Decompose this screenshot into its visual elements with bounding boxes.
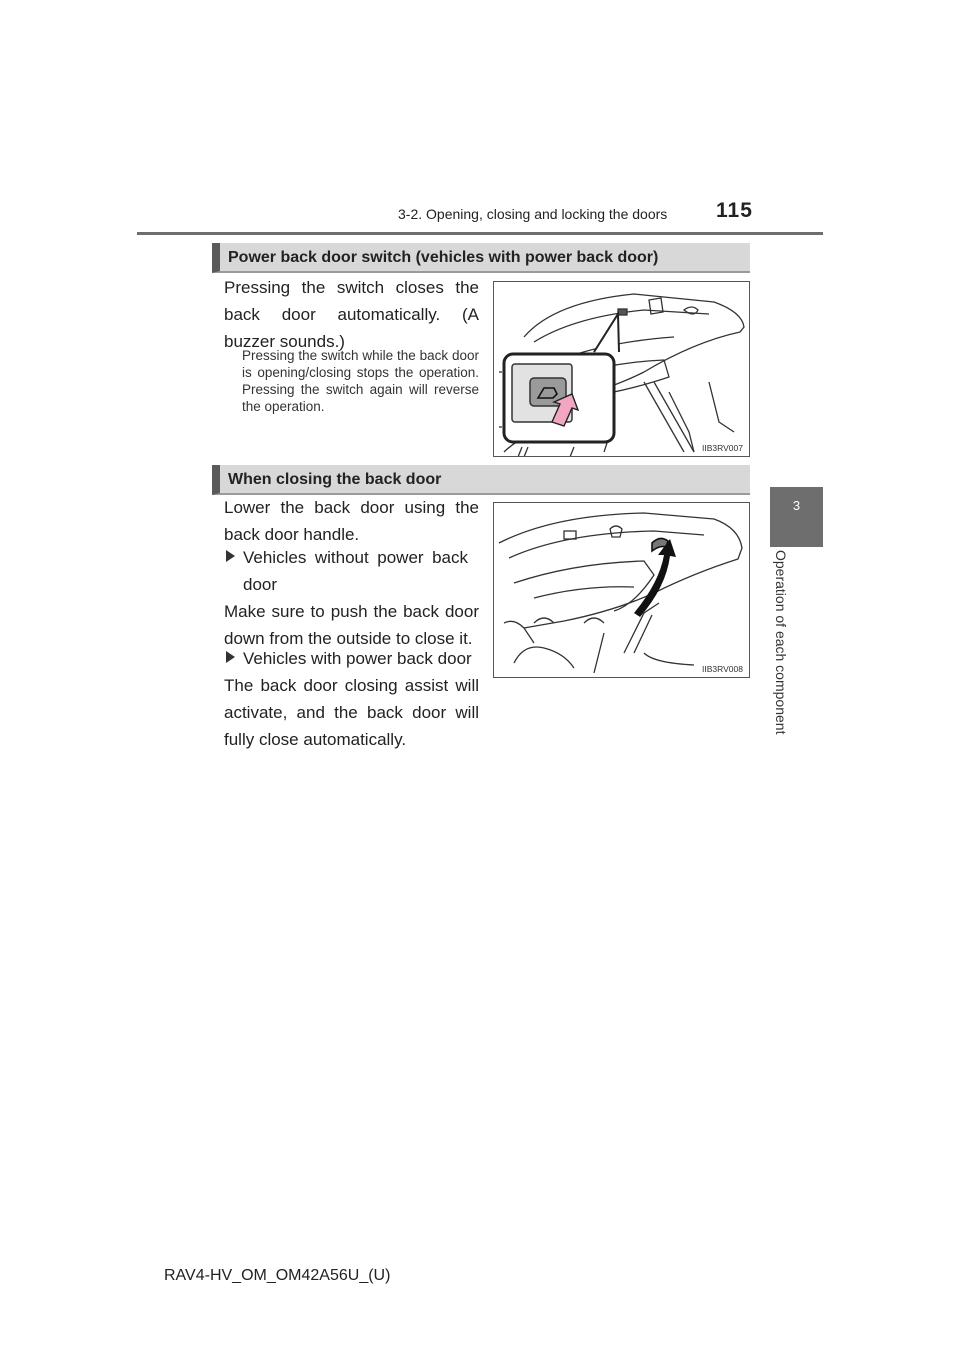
- paragraph-without-power-door: Make sure to push the back door down from the outside to close it.: [224, 602, 479, 648]
- header-rule: [137, 232, 823, 235]
- section-heading-closing: When closing the back door: [212, 465, 750, 495]
- figure-code-1: IIB3RV007: [702, 443, 743, 453]
- page-number: 115: [716, 199, 753, 222]
- section-heading-power-switch: Power back door switch (vehicles with power back door): [212, 243, 750, 273]
- bullet-with-power-door: Vehicles with power back door: [226, 645, 481, 672]
- chapter-title: Operation of each component: [773, 550, 789, 735]
- figure-power-switch: [493, 281, 750, 457]
- figure-closing: [493, 502, 750, 678]
- paragraph-switch: Pressing the switch closes the back door automatically. (A buzzer sounds.): [224, 278, 479, 351]
- figure-code-2: IIB3RV008: [702, 664, 743, 674]
- chapter-number: 3: [792, 498, 801, 513]
- back-door-switch-illustration: [494, 282, 749, 456]
- document-id: RAV4-HV_OM_OM42A56U_(U): [164, 1267, 391, 1284]
- bullet-without-power-door: Vehicles without power back door: [226, 544, 481, 598]
- back-door-handle-illustration: [494, 503, 749, 677]
- paragraph-with-power-door: The back door closing assist will activate, and the back door will fully close automatically.: [224, 676, 479, 749]
- bullet-triangle-icon: [226, 651, 235, 663]
- chapter-tab: [770, 487, 823, 547]
- note-switch: Pressing the switch while the back door is opening/closing stops the operation. Pressing the switch again will reverse the operation.: [242, 348, 479, 414]
- section-title: 3-2. Opening, closing and locking the doors: [398, 206, 668, 222]
- bullet-triangle-icon: [226, 550, 235, 562]
- paragraph-closing: Lower the back door using the back door handle.: [224, 498, 479, 544]
